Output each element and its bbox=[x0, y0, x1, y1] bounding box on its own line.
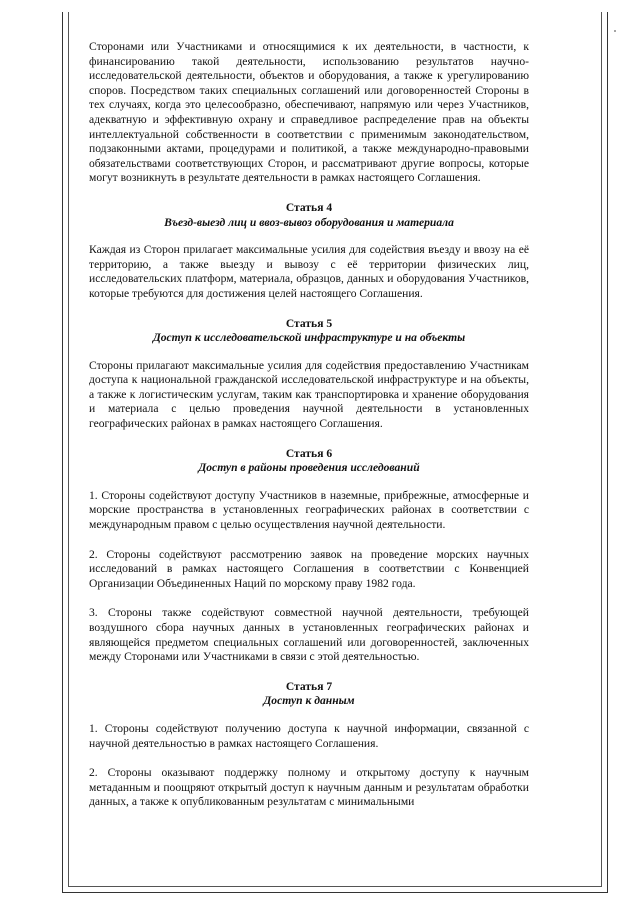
article-heading: Статья 6 bbox=[285, 446, 333, 460]
article-paragraph: 2. Стороны содействуют рассмотрению заявок на проведение морских научных исследований в рамках настоящего Соглашения в соответствии с Конвенцией Организации Объединенных Наций по морскому праву 1982 года. bbox=[89, 547, 529, 590]
article-title: Доступ к исследовательской инфраструктуре и на объекты bbox=[152, 331, 466, 345]
scan-speck bbox=[614, 30, 616, 32]
article-paragraph: Стороны прилагают максимальные усилия для содействия предоставлению Участникам доступа к национальной гражданской исследовательской инфраструктуре и на объекты, а также к логистическим услугам, таким как транспортировка и хранение оборудования и материала с целью проведения научной деятельности в установленных географических районах в рамках настоящего Соглашения. bbox=[89, 358, 529, 431]
article-6 bbox=[89, 447, 529, 665]
article-title: Въезд-выезд лиц и ввоз-вывоз оборудования и материала bbox=[164, 215, 454, 229]
article-paragraph: 1. Стороны содействуют доступу Участников в наземные, прибрежные, атмосферные и морские пространства в установленных географических районах в соответствии с международным правом с целью осуществления научной деятельности. bbox=[89, 488, 529, 532]
article-title: Доступ в районы проведения исследований bbox=[198, 461, 420, 475]
article-paragraph: 3. Стороны также содействуют совместной научной деятельности, требующей воздушного сбора научных данных в установленных географических районах и являющейся предметом специальных соглашений или договоренностей, заключенных между Сторонами или Участниками в связи с этой деятельностью. bbox=[89, 606, 529, 664]
article-4 bbox=[89, 201, 529, 302]
article-heading: Статья 5 bbox=[285, 316, 333, 330]
article-7 bbox=[89, 680, 529, 810]
article-paragraph: 1. Стороны содействуют получению доступа к научной информации, связанной с научной деятельностью в рамках настоящего Соглашения. bbox=[89, 721, 529, 750]
article-title: Доступ к данным bbox=[263, 694, 355, 708]
article-paragraph: Каждая из Сторон прилагает максимальные усилия для содействия въезду и ввозу на её территорию, а также выезду и вывозу с её территории физических лиц, исследовательских платформ, материала, образцов, данных и оборудования Участников, которые требуются для достижения целей настоящего Соглашения. bbox=[89, 243, 529, 300]
article-heading: Статья 7 bbox=[285, 679, 333, 693]
document-body bbox=[89, 40, 529, 825]
article-5 bbox=[89, 317, 529, 432]
intro-paragraph: Сторонами или Участниками и относящимися к их деятельности, в частности, к финансированию такой деятельности, использованию результатов научно-исследовательской деятельности, объектов и оборудования, а также к урегулированию споров. Посредством таких специальных соглашений или договоренностей Стороны в тех случаях, когда это целесообразно, обеспечивают, напрямую или через Участников, адекватную и эффективную охрану и справедливое распределение прав на объекты интеллектуальной собственности в соответствии с применимым законодательством, подзаконными актами, процедурами и политикой, а также международно-правовыми обязательствами соответствующих Сторон, и рассматривают другие вопросы, которые могут возникнуть в результате деятельности в рамках настоящего Соглашения. bbox=[89, 40, 529, 185]
article-heading: Статья 4 bbox=[285, 200, 333, 214]
article-paragraph: 2. Стороны оказывают поддержку полному и открытому доступу к научным метаданным и поощряют открытый доступ к научным данным и результатам обработки данных, а также к опубликованным результатам с минимальными bbox=[89, 766, 529, 809]
